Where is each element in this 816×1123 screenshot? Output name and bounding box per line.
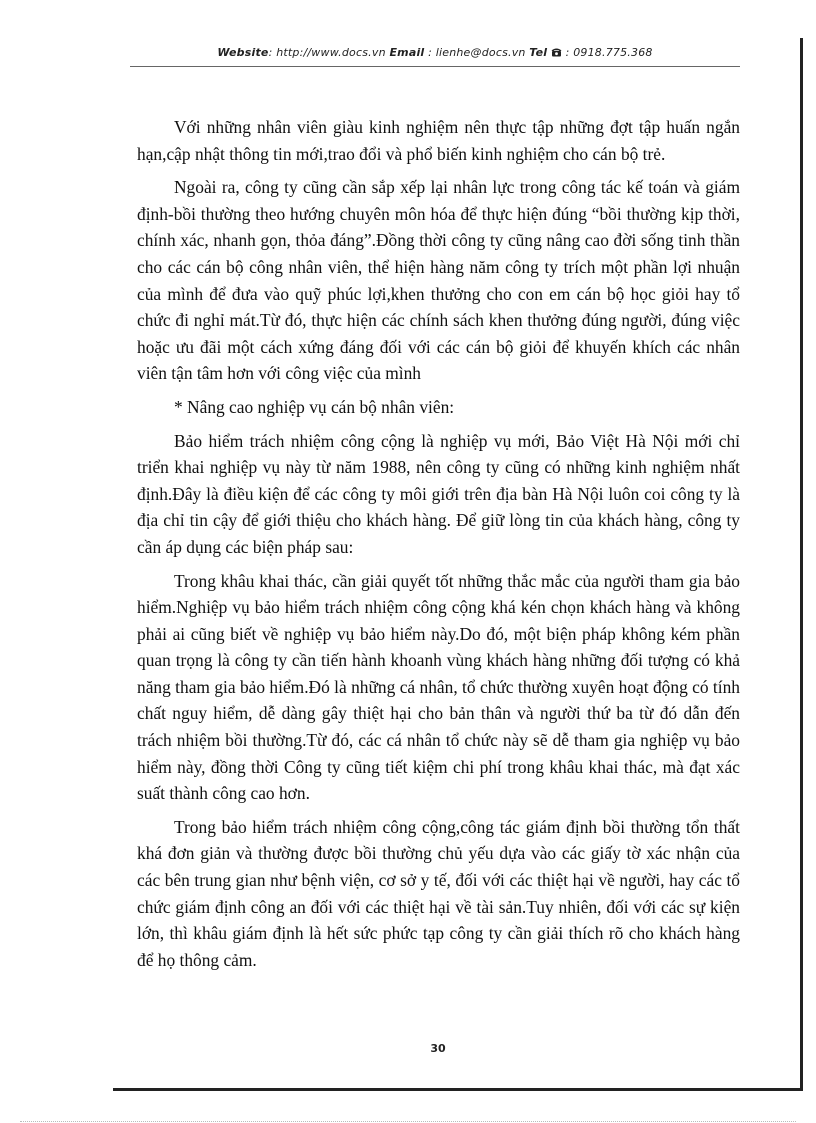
page-header xyxy=(130,46,740,59)
header-divider xyxy=(130,66,740,67)
email-label: Email xyxy=(389,46,425,59)
page-number: 30 xyxy=(430,1042,446,1055)
bottom-divider xyxy=(20,1121,796,1122)
paragraph: * Nâng cao nghiệp vụ cán bộ nhân viên: xyxy=(174,396,455,417)
telephone-icon xyxy=(551,46,566,59)
paragraph: Trong khâu khai thác, cần giải quyết tốt những thắc mắc của người tham gia bảo hiểm.Nghiệp vụ bảo hiểm trách nhiệm công cộng khá kén chọn khách hàng và không phải ai cũng biết về nghiệp vụ bảo hiểm này.Do đó, một biện pháp không kém phần quan trọng là công ty cần tiến hành khoanh vùng khách hàng những đối tượng có khả năng tham gia bảo hiểm.Đó là những cá nhân, tổ chức thường xuyên hoạt động có tính chất nguy hiểm, dễ dàng gây thiệt hại cho bản thân và người thứ ba từ đó dẫn đến trách nhiệm bồi thường.Từ đó, các cá nhân tổ chức này sẽ dễ tham gia nghiệp vụ bảo hiểm này, đồng thời Công ty cũng tiết kiệm chi phí trong khâu khai thác, mà đạt xác suất thành công cao hơn. xyxy=(137,570,740,804)
email-value: : lienhe@docs.vn xyxy=(428,46,526,59)
website-value: : http://www.docs.vn xyxy=(268,46,386,59)
website-label: Website xyxy=(217,46,269,59)
paragraph: Trong bảo hiểm trách nhiệm công cộng,công tác giám định bồi thường tổn thất khá đơn giản và thường được bồi thường chủ yếu dựa vào các giấy tờ xác nhận của các bên trung gian như bệnh viện, cơ sở y tế, đối với các thiệt hại về người, hay các tổ chức giám định công an đối với các thiệt hại về tài sản.Tuy nhiên, đối với các sự kiện lớn, thì khâu giám định là hết sức phức tạp công ty cần giải thích rõ cho khách hàng để họ thông cảm. xyxy=(137,816,740,970)
paragraph: Ngoài ra, công ty cũng cần sắp xếp lại nhân lực trong công tác kế toán và giám định-bồi thường theo hướng chuyên môn hóa để thực hiện đúng “bồi thường kịp thời, chính xác, nhanh gọn, thỏa đáng”.Đồng thời công ty cũng nâng cao đời sống tinh thần cho các cán bộ công nhân viên, thể hiện hàng năm công ty trích một phần lợi nhuận của mình để đưa vào quỹ phúc lợi,khen thưởng cho con em cán bộ học giỏi hay tổ chức đi nghỉ mát.Từ đó, thực hiện các chính sách khen thưởng đúng người, đúng việc hoặc ưu đãi một cách xứng đáng đối với các cán bộ giỏi để khuyến khích các nhân viên tận tâm hơn với công việc của mình xyxy=(137,177,740,384)
paragraph: Với những nhân viên giàu kinh nghiệm nên thực tập những đợt tập huấn ngắn hạn,cập nhật thông tin mới,trao đổi và phổ biến kinh nghiệm cho cán bộ trẻ. xyxy=(137,117,740,164)
tel-value: : 0918.775.368 xyxy=(565,46,653,59)
document-body xyxy=(137,114,740,980)
paragraph: Bảo hiểm trách nhiệm công cộng là nghiệp vụ mới, Bảo Việt Hà Nội mới chỉ triển khai nghiệp vụ này từ năm 1988, nên công ty cũng có những kinh nghiệm nhất định.Đây là điều kiện để các công ty môi giới trên địa bàn Hà Nội luôn coi công ty là địa chỉ tin cậy để giới thiệu cho khách hàng. Để giữ lòng tin của khách hàng, công ty cần áp dụng các biện pháp sau: xyxy=(137,430,740,557)
tel-label: Tel xyxy=(529,46,548,59)
